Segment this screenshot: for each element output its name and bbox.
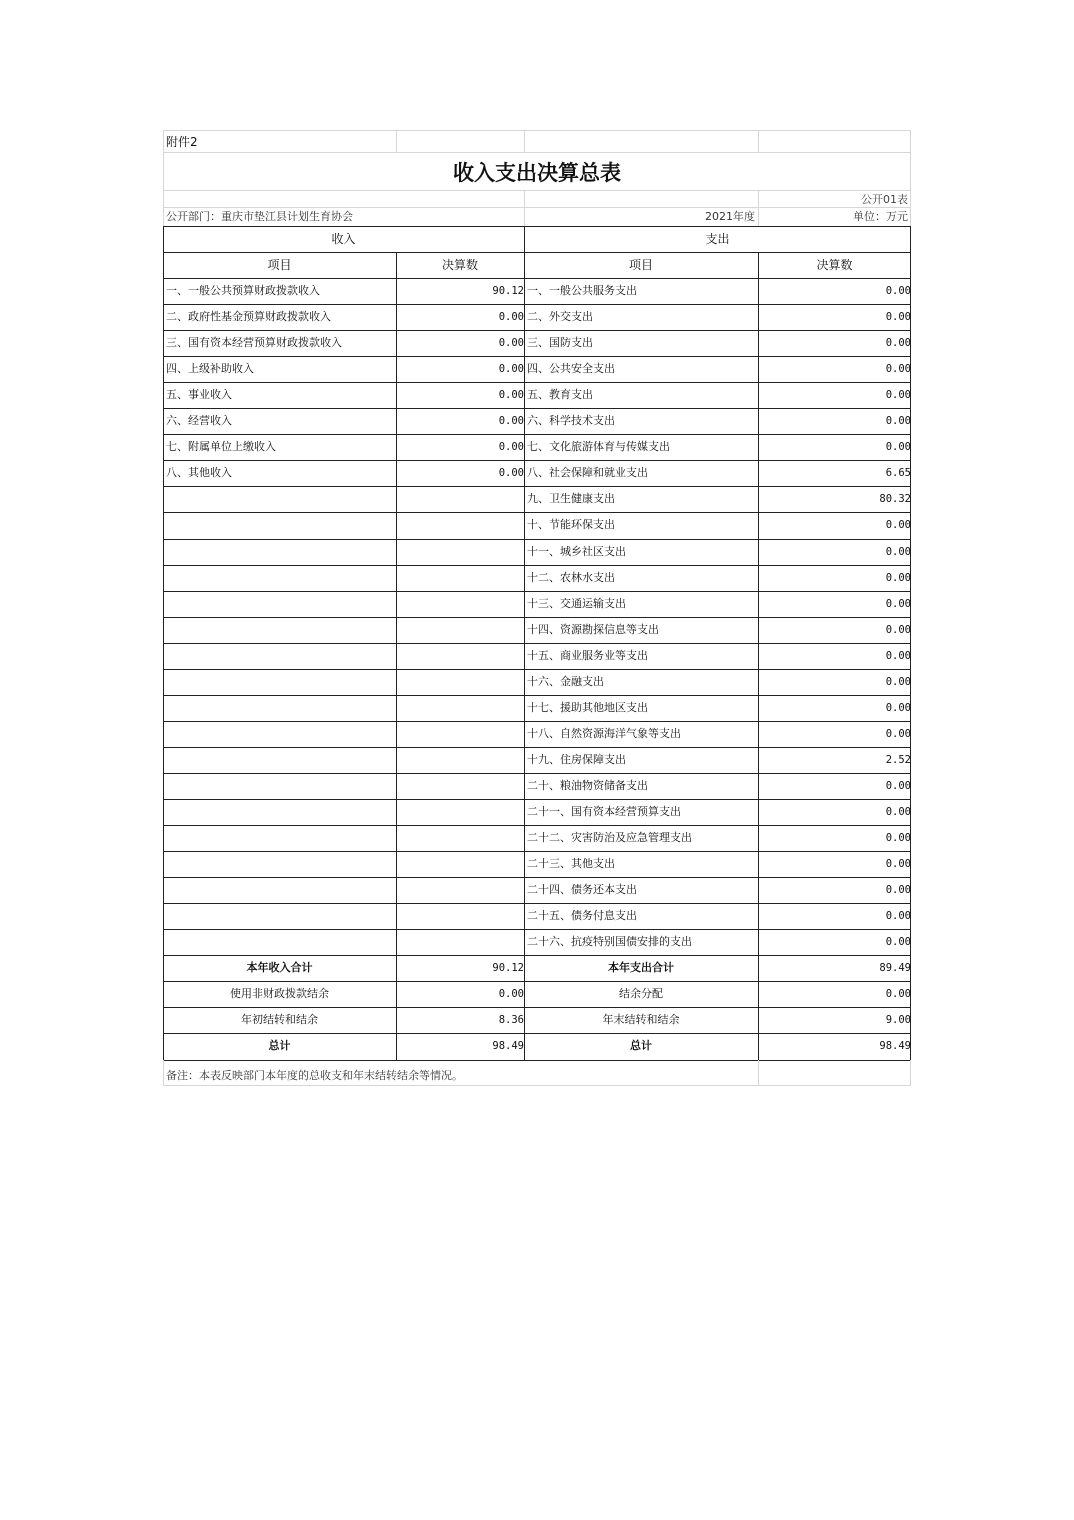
income-item [163,747,399,773]
income-amount [396,486,527,512]
income-amount: 0.00 [498,988,524,1001]
expense-amount: 89.49 [879,962,911,975]
income-item [163,643,399,669]
income-item [163,591,399,617]
income-item-header: 项目 [267,258,292,272]
income-item [163,539,399,565]
income-amount [396,929,527,955]
income-item: 使用非财政拨款结余 [230,987,329,1001]
income-item: 二、政府性基金预算财政拨款收入 [166,310,331,324]
note: 备注：本表反映部门本年度的总收支和年末结转结余等情况。 [166,1069,463,1082]
income-amount [396,695,527,721]
income-amount [396,512,527,538]
expense-amount: 0.00 [885,571,911,584]
expense-item: 二十五、债务付息支出 [527,909,637,923]
expense-item: 八、社会保障和就业支出 [527,466,648,480]
expense-item: 十九、住房保障支出 [527,752,626,766]
income-amount: 0.00 [498,441,524,454]
expense-item: 五、教育支出 [527,388,593,402]
grid-line [524,130,525,152]
expense-item: 结余分配 [619,987,663,1001]
expense-amount: 0.00 [885,675,911,688]
expense-item: 二十一、国有资本经营预算支出 [527,805,681,818]
expense-item: 本年支出合计 [608,961,674,975]
expense-item: 二十二、灾害防治及应急管理支出 [527,831,692,845]
fiscal-year: 2021年度 [705,210,755,223]
income-amount [396,643,527,669]
expense-amount: 0.00 [885,285,911,297]
expense-amount: 0.00 [885,545,911,558]
income-item [163,903,399,929]
expense-amount: 0.00 [885,988,911,1001]
expense-item: 一、一般公共服务支出 [527,284,637,297]
income-item [163,929,399,955]
expense-item: 七、文化旅游体育与传媒支出 [527,440,670,454]
table-border [163,1060,911,1061]
income-amount [396,825,527,851]
expense-header: 支出 [705,232,730,246]
income-item [163,695,399,721]
expense-amount: 0.00 [885,727,911,740]
income-item: 四、上级补助收入 [166,362,254,376]
expense-amount: 0.00 [885,363,911,376]
grid-line [396,130,397,152]
expense-item: 二十四、债务还本支出 [527,883,637,897]
income-amount [396,773,527,799]
income-amount: 90.12 [492,285,524,297]
expense-item: 二十六、抗疫特别国债安排的支出 [527,935,692,949]
expense-amount: 0.00 [885,701,911,714]
income-item [163,721,399,747]
expense-item: 六、科学技术支出 [527,414,615,428]
expense-item: 十一、城乡社区支出 [527,544,626,558]
income-amount: 0.00 [498,337,524,350]
department-label: 公开部门：重庆市垫江县计划生育协会 [166,210,353,223]
income-item [163,799,399,825]
form-code: 公开01表 [861,193,908,206]
expense-amount: 0.00 [885,623,911,636]
income-item [163,669,399,695]
income-item: 六、经营收入 [166,414,232,428]
expense-item: 十四、资源勘探信息等支出 [527,622,659,636]
expense-amount: 0.00 [885,389,911,402]
income-amount: 8.36 [498,1014,524,1027]
expense-item: 十三、交通运输支出 [527,596,626,610]
expense-item: 四、公共安全支出 [527,362,615,376]
income-item [163,565,399,591]
expense-amount: 98.49 [879,1040,911,1053]
income-amount: 0.00 [498,389,524,402]
income-amount [396,539,527,565]
income-amount [396,799,527,825]
income-item: 一、一般公共预算财政拨款收入 [166,284,320,297]
expense-item: 十八、自然资源海洋气象等支出 [527,726,681,740]
expense-item: 九、卫生健康支出 [527,492,615,506]
expense-item: 十、节能环保支出 [527,518,615,532]
expense-amount: 0.00 [885,519,911,532]
income-amount [396,851,527,877]
expense-item: 二十三、其他支出 [527,857,615,871]
expense-item: 总计 [630,1039,652,1053]
income-amount [396,591,527,617]
income-item [163,617,399,643]
expense-item: 十二、农林水支出 [527,570,615,584]
income-amount-header: 决算数 [441,258,478,272]
expense-item: 十七、援助其他地区支出 [527,700,648,714]
expense-amount: 0.00 [885,806,911,818]
expense-amount: 0.00 [885,910,911,923]
income-item [163,773,399,799]
expense-amount: 0.00 [885,936,911,949]
expense-item: 十六、金融支出 [527,674,604,688]
income-item [163,512,399,538]
income-item [163,877,399,903]
income-amount [396,903,527,929]
income-amount: 90.12 [492,962,524,975]
expense-item: 二、外交支出 [527,310,593,324]
income-amount: 0.00 [498,467,524,480]
unit-label: 单位：万元 [853,210,908,223]
income-item: 年初结转和结余 [241,1013,318,1027]
income-item [163,851,399,877]
expense-item-header: 项目 [628,258,653,272]
expense-item: 三、国防支出 [527,336,593,350]
income-item [163,825,399,851]
income-item [163,486,399,512]
income-amount [396,617,527,643]
expense-item: 十五、商业服务业等支出 [527,648,648,662]
expense-amount: 0.00 [885,597,911,610]
expense-amount: 6.65 [885,467,911,480]
expense-amount: 9.00 [885,1014,911,1027]
expense-amount: 0.00 [885,779,911,792]
expense-amount: 0.00 [885,858,911,871]
income-amount: 0.00 [498,415,524,428]
expense-amount: 0.00 [885,415,911,428]
income-amount [396,669,527,695]
income-item: 五、事业收入 [166,388,232,402]
expense-item: 二十、粮油物资储备支出 [527,778,648,792]
income-item: 八、其他收入 [166,466,232,480]
grid-line [910,1060,911,1086]
attachment-label: 附件2 [166,135,198,149]
income-item: 三、国有资本经营预算财政拨款收入 [166,336,342,350]
expense-amount: 0.00 [885,441,911,454]
expense-item: 年末结转和结余 [602,1013,680,1027]
income-amount [396,721,527,747]
income-item: 七、附属单位上缴收入 [166,440,276,454]
income-amount [396,877,527,903]
expense-amount: 80.32 [879,493,911,506]
income-amount: 0.00 [498,363,524,376]
income-amount [396,747,527,773]
income-amount: 98.49 [492,1040,524,1053]
expense-amount: 0.00 [885,337,911,350]
income-amount [396,565,527,591]
page-title: 收入支出决算总表 [453,160,621,185]
grid-line [758,130,759,152]
expense-amount: 0.00 [885,649,911,662]
expense-amount: 0.00 [885,832,911,845]
income-header: 收入 [331,232,356,246]
income-item: 总计 [268,1039,291,1053]
income-amount: 0.00 [498,311,524,324]
expense-amount: 0.00 [885,311,911,324]
expense-amount: 0.00 [885,884,911,897]
expense-amount-header: 决算数 [816,258,853,272]
expense-amount: 2.52 [885,753,911,766]
income-item: 本年收入合计 [246,961,313,975]
